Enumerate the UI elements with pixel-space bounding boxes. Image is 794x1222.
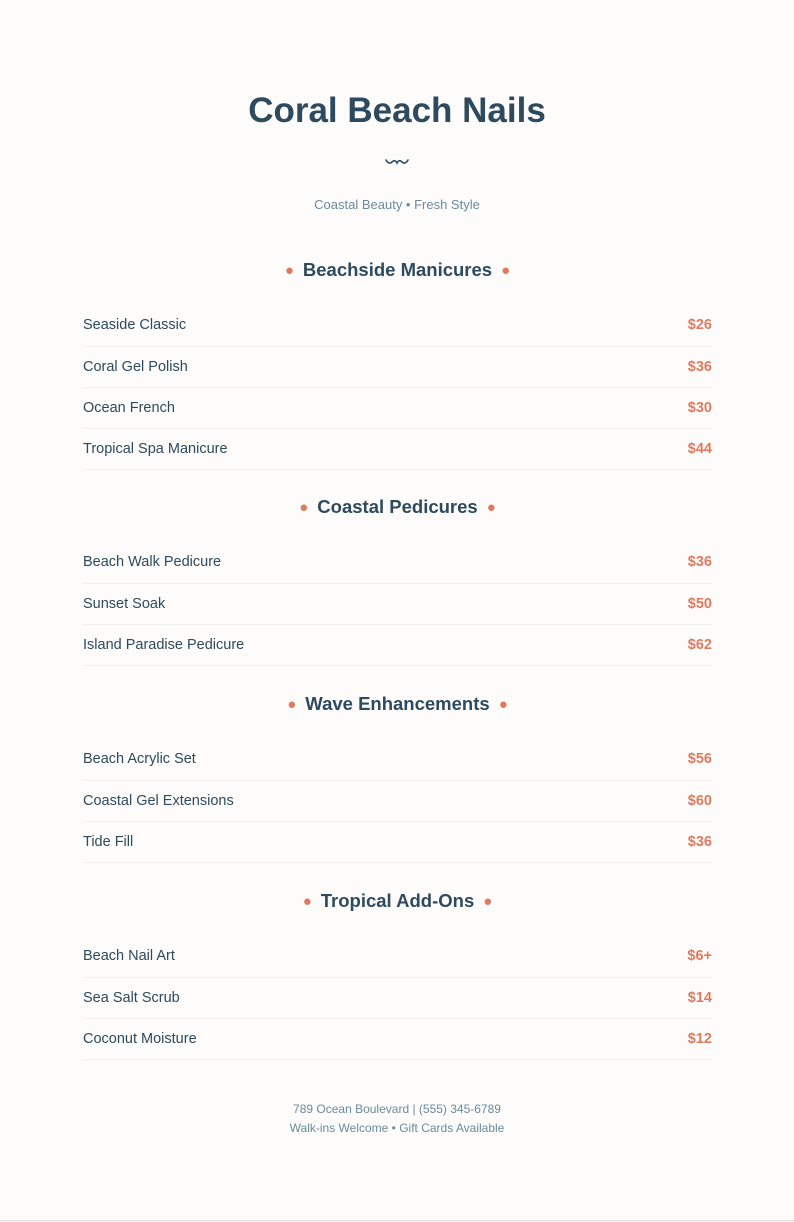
- item-price: $62: [687, 637, 712, 653]
- tagline: Coastal Beauty • Fresh Style: [314, 197, 480, 212]
- item-price: $14: [687, 990, 712, 1006]
- item-name: Beach Acrylic Set: [83, 751, 196, 767]
- wave-divider-icon: [385, 156, 409, 168]
- menu-item: [83, 935, 712, 978]
- section-title-text: Beachside Manicures: [302, 259, 493, 280]
- salon-title: Coral Beach Nails: [248, 91, 546, 130]
- item-price: $12: [687, 1031, 712, 1047]
- item-price: $6+: [687, 948, 712, 964]
- footer-note: Walk-ins Welcome • Gift Cards Available: [289, 1121, 505, 1135]
- bullet-dot-icon: ●: [486, 498, 496, 516]
- item-name: Sunset Soak: [83, 596, 166, 612]
- item-name: Tide Fill: [83, 834, 134, 850]
- item-price: $36: [687, 554, 712, 570]
- section-title-text: Tropical Add-Ons: [320, 890, 475, 911]
- item-name: Beach Walk Pedicure: [83, 554, 222, 570]
- bullet-dot-icon: ●: [299, 498, 309, 516]
- section-tropical-add-ons: [83, 885, 712, 1060]
- footer-address: 789 Ocean Boulevard | (555) 345-6789: [293, 1102, 501, 1116]
- menu-item: [83, 822, 712, 863]
- item-name: Coconut Moisture: [83, 1031, 197, 1047]
- item-name: Island Paradise Pedicure: [83, 637, 245, 653]
- footer: [0, 1100, 794, 1138]
- menu-item: [83, 584, 712, 625]
- menu-item: [83, 625, 712, 666]
- item-price: $36: [687, 834, 712, 850]
- menu-item: [83, 541, 712, 584]
- item-name: Beach Nail Art: [83, 948, 175, 964]
- bullet-dot-icon: ●: [302, 892, 312, 910]
- section-title: [83, 254, 712, 286]
- item-price: $60: [687, 793, 712, 809]
- bullet-dot-icon: ●: [483, 892, 493, 910]
- menu-item: [83, 429, 712, 470]
- item-price: $56: [687, 751, 712, 767]
- section-wave-enhancements: [83, 688, 712, 863]
- item-price: $50: [687, 596, 712, 612]
- bullet-dot-icon: ●: [498, 695, 508, 713]
- section-title: [83, 885, 712, 917]
- item-name: Sea Salt Scrub: [83, 990, 180, 1006]
- item-name: Ocean French: [83, 400, 175, 416]
- section-title: [83, 491, 712, 523]
- section-coastal-pedicures: [83, 491, 712, 666]
- bullet-dot-icon: ●: [284, 261, 294, 279]
- section-beachside-manicures: [83, 254, 712, 470]
- item-name: Seaside Classic: [83, 317, 187, 333]
- menu-item: [83, 738, 712, 781]
- menu-item: [83, 781, 712, 822]
- item-price: $36: [687, 359, 712, 375]
- menu-item: [83, 347, 712, 388]
- item-name: Coral Gel Polish: [83, 359, 188, 375]
- section-title-text: Wave Enhancements: [305, 693, 490, 714]
- menu-item: [83, 978, 712, 1019]
- item-name: Coastal Gel Extensions: [83, 793, 234, 809]
- menu-item: [83, 1019, 712, 1060]
- item-name: Tropical Spa Manicure: [83, 441, 228, 457]
- section-title: [83, 688, 712, 720]
- item-price: $44: [687, 441, 712, 457]
- item-price: $26: [687, 317, 712, 333]
- item-price: $30: [687, 400, 712, 416]
- bullet-dot-icon: ●: [287, 695, 297, 713]
- bullet-dot-icon: ●: [501, 261, 511, 279]
- menu-item: [83, 304, 712, 347]
- section-title-text: Coastal Pedicures: [317, 496, 478, 517]
- menu-item: [83, 388, 712, 429]
